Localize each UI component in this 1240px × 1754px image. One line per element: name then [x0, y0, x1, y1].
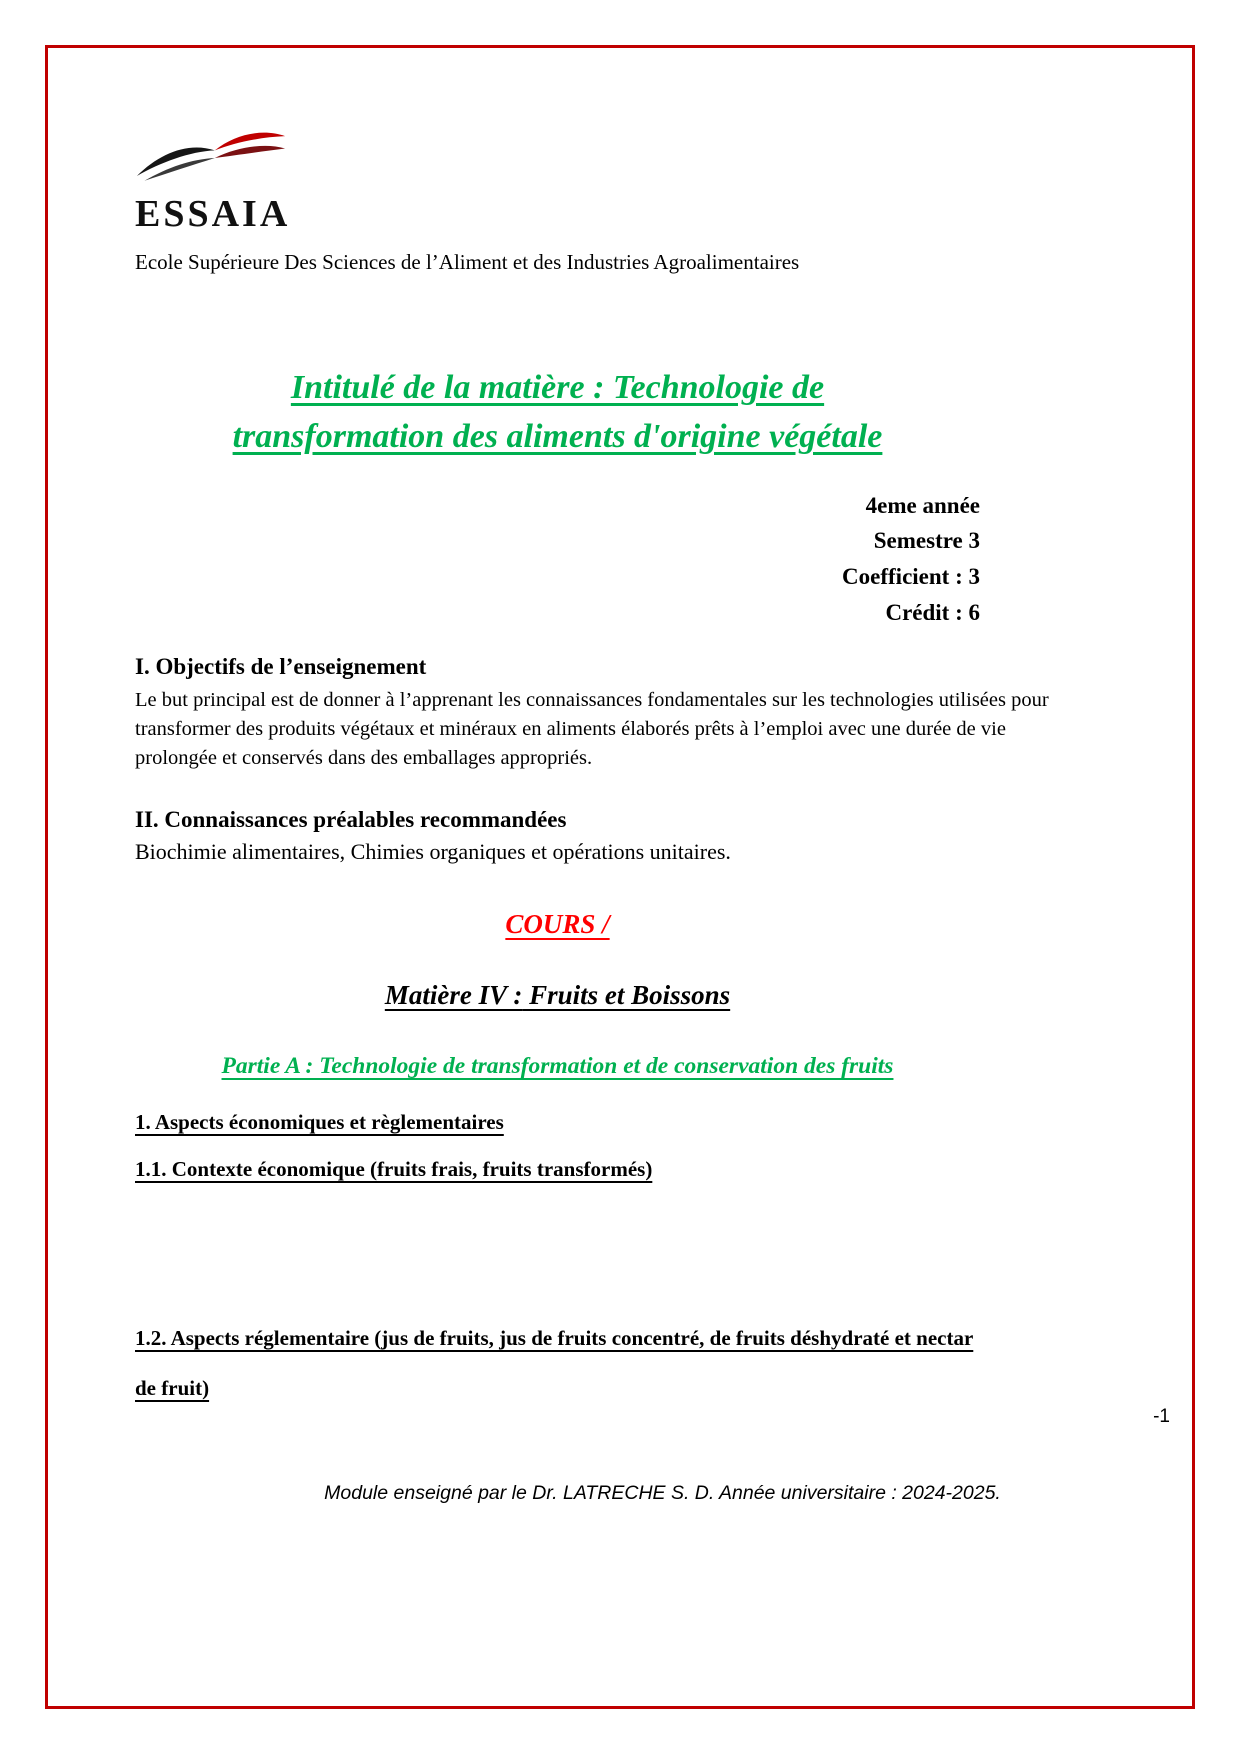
outline-item-1-1: 1.1. Contexte économique (fruits frais, fruits transformés) — [135, 1157, 653, 1182]
outline-item-1: 1. Aspects économiques et règlementaires — [135, 1110, 504, 1135]
prerequisites-body: Biochimie alimentaires, Chimies organiques et opérations unitaires. — [135, 839, 731, 865]
outline-item-1-2: 1.2. Aspects réglementaire (jus de fruits, jus de fruits concentré, de fruits déshydraté et nectar de fruit) — [135, 1326, 974, 1400]
matiere-name: Fruits et Boissons — [522, 980, 731, 1011]
course-title-line1: Intitulé de la matière : Technologie de — [290, 369, 825, 406]
page-number: -1 — [1153, 1406, 1170, 1427]
course-info-credit: Crédit : 6 — [885, 599, 980, 625]
course-info-coefficient: Coefficient : 3 — [842, 563, 980, 589]
objectives-heading: I. Objectifs de l’enseignement — [135, 654, 427, 680]
footer-credit: Module enseigné par le Dr. LATRECHE S. D. Année universitaire : 2024-2025. — [324, 1482, 1001, 1504]
course-info-semester: Semestre 3 — [873, 528, 980, 554]
prerequisites-heading: II. Connaissances préalables recommandées — [135, 807, 567, 833]
course-title-line2: transformation des aliments d'origine végétale — [232, 418, 883, 456]
course-main-title — [135, 363, 980, 462]
matiere-prefix: Matière IV : — [384, 980, 523, 1011]
course-info-block — [135, 488, 1080, 631]
essaia-logo-icon — [135, 126, 287, 190]
essaia-logo — [135, 126, 305, 236]
partie-heading: Partie A : Technologie de transformation et de conservation des fruits — [221, 1053, 894, 1080]
matiere-heading — [135, 980, 980, 1011]
cours-heading: COURS / — [505, 909, 610, 940]
objectives-body: Le but principal est de donner à l’apprenant les connaissances fondamentales sur les technologies utilisées pour transformer des produits végétaux et minéraux en aliments élaborés prêts à l’emploi avec une durée de vie prolongée et conservés dans des emballages appropriés. — [135, 689, 1049, 770]
logo-text: ESSAIA — [135, 193, 291, 235]
course-info-year: 4eme année — [865, 492, 980, 518]
institution-name: Ecole Supérieure Des Sciences de l’Aliment et des Industries Agroalimentaires — [135, 250, 800, 274]
